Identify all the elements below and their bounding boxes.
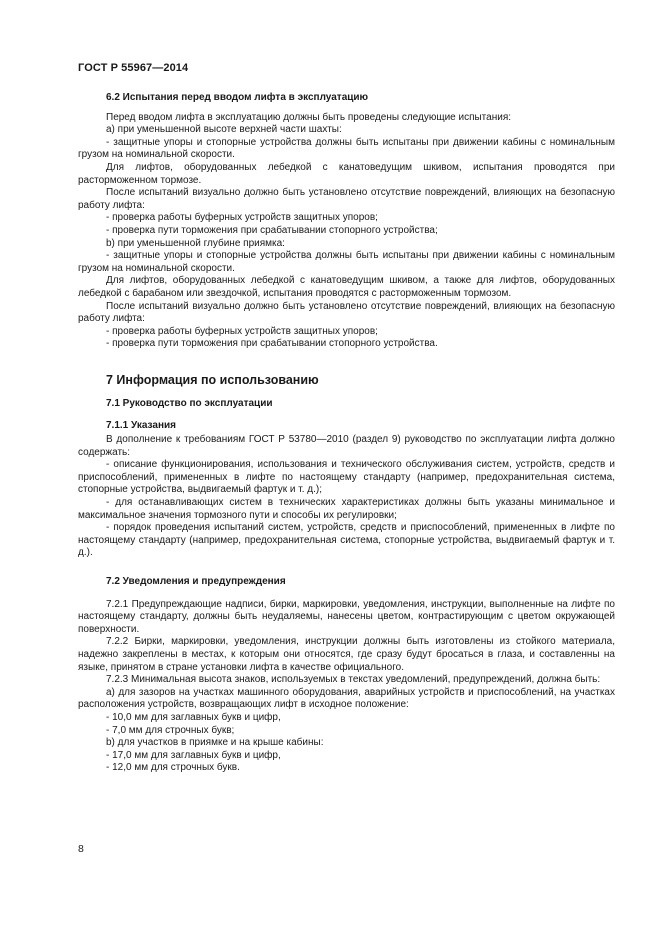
paragraph: а) при уменьшенной высоте верхней части шахты: [106,124,342,136]
paragraph: После испытаний визуально должно быть установлено отсутствие повреждений, влияющих на безопасную работу лифта: [78,300,615,325]
paragraph: - проверка пути торможения при срабатывании стопорного устройства; [106,224,438,236]
section-7-1-heading: 7.1 Руководство по эксплуатации [106,397,273,409]
paragraph: - защитные упоры и стопорные устройства должны быть испытаны при движении кабины с номинальным грузом на номинальной скорости. [78,136,615,161]
paragraph: - описание функционирования, использования и технического обслуживания систем, устройств, средств и приспособлений, примененных в лифте по настоящему стандарту (например, предохранительная система, стопорные устройства, выдвигаемый фартук и т. д.); [78,459,615,496]
page-number: 8 [78,843,84,855]
section-7-1-1-heading: 7.1.1 Указания [106,420,176,432]
paragraph: Для лифтов, оборудованных лебедкой с канатоведущим шкивом, испытания проводятся при расторможенном тормозе. [78,161,615,186]
paragraph: После испытаний визуально должно быть установлено отсутствие повреждений, влияющих на безопасную работу лифта: [78,187,615,211]
paragraph: 7.2.3 Минимальная высота знаков, используемых в текстах уведомлений, предупреждений, должна быть: [106,674,601,686]
paragraph: Для лифтов, оборудованных лебедкой с канатоведущим шкивом, а также для лифтов, оборудованных лебедкой с барабаном или звездочкой, испытания проводятся с расторможенным тормозом. [78,275,615,299]
paragraph: - проверка работы буферных устройств защитных упоров; [106,325,378,337]
paragraph: а) для зазоров на участках машинного оборудования, аварийных устройств и приспособлений, на участках расположения устройств, возвращающих лифт в исходное положение: [78,686,615,711]
section-6-2-heading: 6.2 Испытания перед вводом лифта в эксплуатацию [106,92,369,103]
paragraph: b) при уменьшенной глубине приямка: [106,237,285,249]
paragraph: - порядок проведения испытаний систем, устройств, средств и приспособлений, примененных в лифте по настоящему стандарту (например, предохранительная система, стопорные устройства, выдвигаемый фартук и т. д.). [78,522,615,559]
section-7-2-heading: 7.2 Уведомления и предупреждения [106,576,286,587]
paragraph: - 7,0 мм для строчных букв; [106,724,235,736]
section-7-heading: 7 Информация по использованию [106,372,319,387]
paragraph: - 17,0 мм для заглавных букв и цифр, [106,749,281,761]
paragraph: - для останавливающих систем в технических характеристиках должны быть указаны минимальное и максимальное значения тормозного пути и способы их регулировки; [78,497,615,521]
paragraph: - 12,0 мм для строчных букв. [106,762,240,774]
paragraph: В дополнение к требованиям ГОСТ Р 53780—2010 (раздел 9) руководство по эксплуатации лифта должно содержать: [78,434,615,458]
paragraph: - защитные упоры и стопорные устройства должны быть испытаны при движении кабины с номинальным грузом на номинальной скорости. [78,250,615,274]
document-code: ГОСТ Р 55967—2014 [78,62,189,74]
paragraph: - проверка работы буферных устройств защитных упоров; [106,212,378,224]
paragraph: 7.2.1 Предупреждающие надписи, бирки, маркировки, уведомления, инструкции, выполненные на лифте по настоящему стандарту, должны быть неудаляемы, нанесены цветом, контрастирующим с цветом окружающей поверхности. [78,598,615,635]
document-body [78,92,615,775]
paragraph: Перед вводом лифта в эксплуатацию должны быть проведены следующие испытания: [106,111,512,123]
paragraph: - проверка пути торможения при срабатывании стопорного устройства. [106,338,438,350]
paragraph: 7.2.2 Бирки, маркировки, уведомления, инструкции должны быть изготовлены из стойкого материала, надежно закреплены в местах, к которым они относятся, где сразу будут бросаться в глаза, и составленны на языке, принятом в стране установки лифта в качестве официального. [78,636,615,673]
paragraph: b) для участков в приямке и на крыше кабины: [106,737,324,749]
paragraph: - 10,0 мм для заглавных букв и цифр, [106,711,281,723]
